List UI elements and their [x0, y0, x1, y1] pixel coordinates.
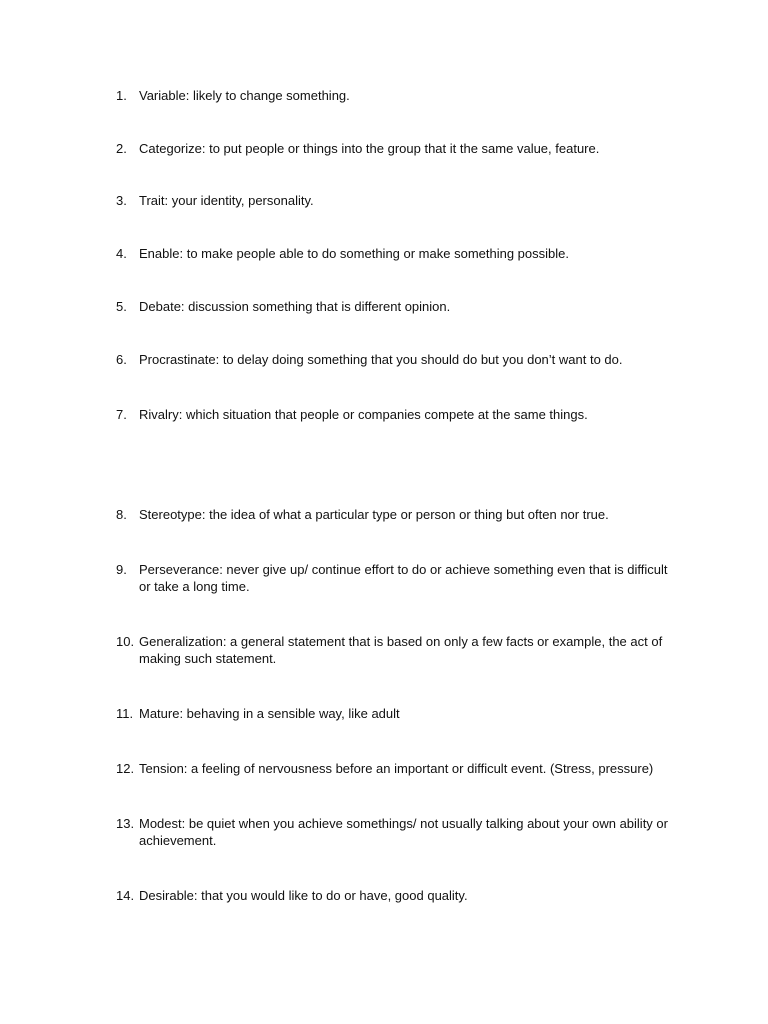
item-number: 13.: [116, 816, 135, 831]
list-item: [116, 506, 676, 523]
item-text: Modest: be quiet when you achieve somethings/ not usually talking about your own ability or achievement.: [139, 816, 668, 848]
list-item: [116, 815, 676, 849]
item-number: 12.: [116, 761, 135, 776]
list-item: [116, 561, 676, 595]
item-text: Desirable: that you would like to do or have, good quality.: [139, 888, 468, 903]
list-item: [116, 406, 676, 423]
list-item: [116, 351, 676, 368]
list-item: [116, 87, 676, 104]
item-text: Procrastinate: to delay doing something that you should do but you don’t want to do.: [139, 352, 623, 367]
item-text: Perseverance: never give up/ continue effort to do or achieve something even that is difficult or take a long time.: [139, 562, 668, 594]
item-number: 9.: [116, 562, 127, 577]
item-number: 11.: [116, 706, 134, 721]
list-item: [116, 705, 676, 722]
list-item: [116, 633, 676, 667]
list-item: [116, 760, 676, 777]
item-text: Categorize: to put people or things into the group that it the same value, feature.: [139, 141, 600, 156]
item-number: 2.: [116, 141, 127, 156]
item-number: 3.: [116, 193, 127, 208]
item-text: Stereotype: the idea of what a particular type or person or thing but often nor true.: [139, 507, 609, 522]
item-text: Generalization: a general statement that is based on only a few facts or example, the act of making such statement.: [139, 634, 663, 666]
item-number: 1.: [116, 88, 127, 103]
item-number: 7.: [116, 407, 127, 422]
item-text: Rivalry: which situation that people or companies compete at the same things.: [139, 407, 588, 422]
item-text: Enable: to make people able to do something or make something possible.: [139, 246, 569, 261]
item-text: Mature: behaving in a sensible way, like adult: [139, 706, 400, 721]
item-number: 10.: [116, 634, 135, 649]
item-number: 4.: [116, 246, 127, 261]
item-text: Tension: a feeling of nervousness before an important or difficult event. (Stress, pressure): [139, 761, 654, 776]
list-item: [116, 245, 676, 262]
item-number: 14.: [116, 888, 135, 903]
list-item: [116, 298, 676, 315]
item-number: 6.: [116, 352, 127, 367]
item-number: 8.: [116, 507, 127, 522]
item-text: Variable: likely to change something.: [139, 88, 350, 103]
list-item: [116, 140, 676, 157]
item-number: 5.: [116, 299, 127, 314]
list-item: [116, 192, 676, 209]
item-text: Trait: your identity, personality.: [139, 193, 314, 208]
item-text: Debate: discussion something that is different opinion.: [139, 299, 451, 314]
list-item: [116, 887, 676, 904]
